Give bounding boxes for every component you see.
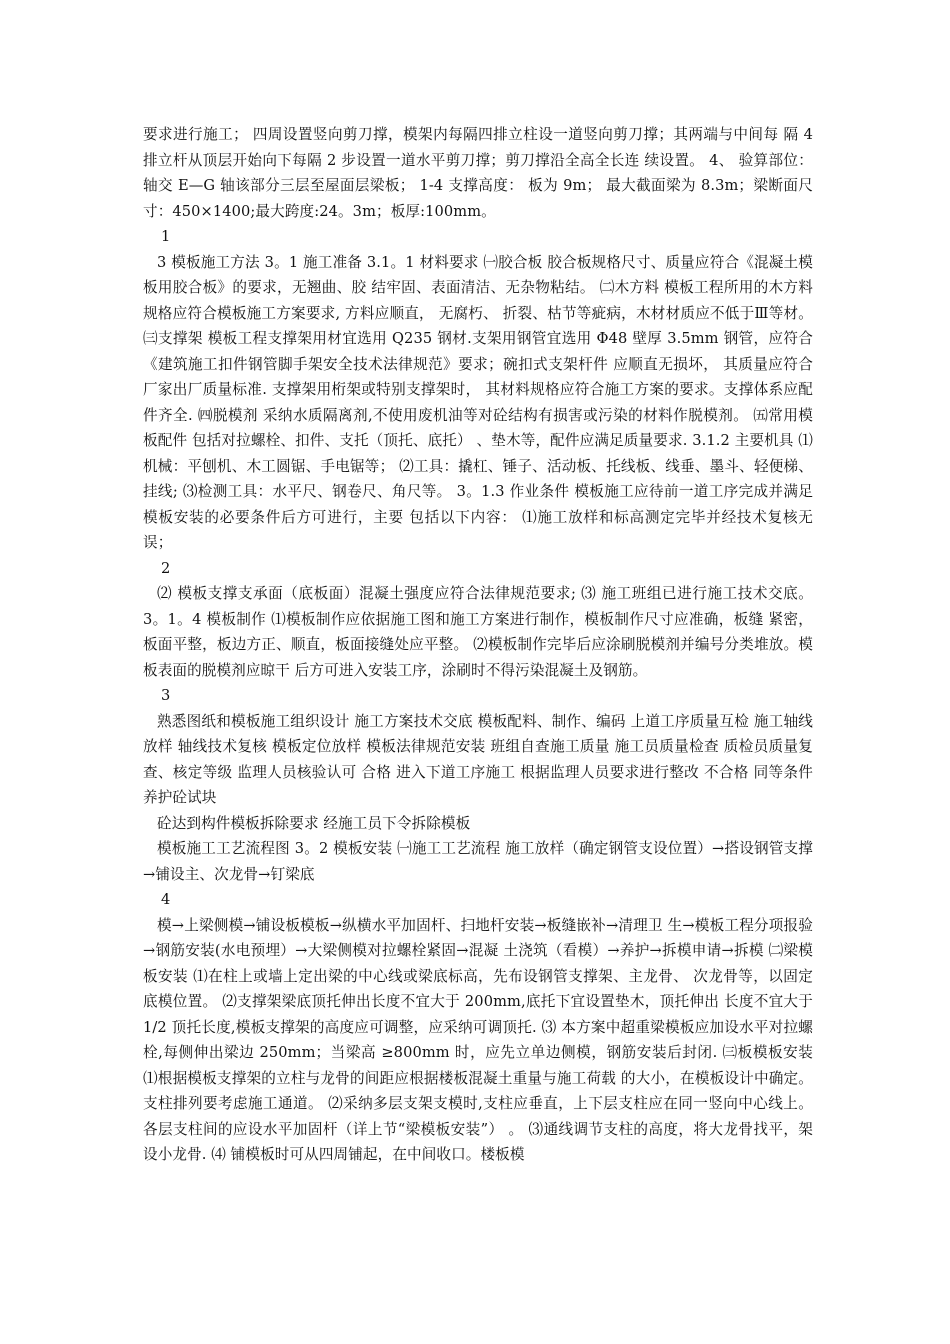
paragraph: 砼达到构件模板拆除要求 经施工员下令拆除模板 [157, 814, 471, 832]
page-number: 4 [161, 891, 171, 908]
paragraph: 模→上梁侧模→铺设板模板→纵横水平加固杆、扫地杆安装→板缝嵌补→清理卫 生→模板工程分项报验→钢筋安装(水电预埋）→大梁侧模对拉螺栓紧固→混凝 土浇筑（看模）→养护→拆模申请→拆模 ㈡梁模板安装 ⑴在柱上或墙上定出梁的中心线或梁底标高，先布设钢管支撑架、主龙骨、 次龙骨等，以固定底模位置。 ⑵支撑架梁底顶托伸出长度不宜大于 200mm,底托下宜设置垫木，顶托伸出 长度不宜大于 1/2 顶托长度,模板支撑架的高度应可调整，应采纳可调顶托. ⑶ 本方案中超重梁模板应加设水平对拉螺栓,每侧伸出梁边 250mm；当梁高 ≥800mm 时，应先立单边侧模，钢筋安装后封闭. ㈢板模板安装 ⑴根据模板支撑架的立柱与龙骨的间距应根据楼板混凝土重量与施工荷载 的大小，在模板设计中确定。支柱排列要考虑施工通道。 ⑵采纳多层支架支模时,支柱应垂直，上下层支柱应在同一竖向中心线上。 各层支柱间的应设水平加固杆（详上节“梁模板安装”） 。 ⑶通线调节支柱的高度，将大龙骨找平，架设小龙骨. ⑷ 铺模板时可从四周铺起，在中间收口。楼板模 [143, 916, 813, 1163]
document-body [143, 122, 813, 1168]
paragraph: 3 模板施工方法 3。1 施工准备 3.1。1 材料要求 ㈠胶合板 胶合板规格尺寸、质量应符合《混凝土模板用胶合板》的要求，无翘曲、胶 结牢固、表面清洁、无杂物粘结。 ㈡木方料 模板工程所用的木方料规格应符合模板施工方案要求, 方料应顺直， 无腐朽、 折裂、枯节等疵病，木材材质应不低于Ⅲ等材。 ㈢支撑架 模板工程支撑架用材宜选用 Q235 钢材.支架用钢管宜选用 Φ48 壁厚 3.5mm 钢管，应符合《建筑施工扣件钢管脚手架安全技术法律规范》要求；碗扣式支架杆件 应顺直无损坏， 其质量应符合厂家出厂质量标准. 支撑架用桁架或特别支撑架时， 其材料规格应符合施工方案的要求。支撑体系应配件齐全. ㈣脱模剂 采纳水质隔离剂,不使用废机油等对砼结构有损害或污染的材料作脱模剂。 ㈤常用模板配件 包括对拉螺栓、扣件、支托（顶托、底托） 、垫木等，配件应满足质量要求. 3.1.2 主要机具 ⑴机械：平刨机、木工圆锯、手电锯等； ⑵工具：撬杠、锤子、活动板、托线板、线垂、墨斗、轻便梯、挂线; ⑶检测工具：水平尺、钢卷尺、角尺等。 3。1.3 作业条件 模板施工应待前一道工序完成并满足模板安装的必要条件后方可进行，主要 包括以下内容： ⑴施工放样和标高测定完毕并经技术复核无误； [143, 253, 813, 551]
page-number: 2 [161, 559, 171, 577]
paragraph: ⑵ 模板支撑支承面（底板面）混凝土强度应符合法律规范要求; ⑶ 施工班组已进行施工技术交底。 3。1。4 模板制作 ⑴模板制作应依据施工图和施工方案进行制作，模板制作尺寸应准确，板缝 紧密，板面平整，板边方正、顺直，板面接缝处应平整。 ⑵模板制作完毕后应涂刷脱模剂并编号分类堆放。模板表面的脱模剂应晾干 后方可进入安装工序，涂刷时不得污染混凝土及钢筋。 [143, 585, 813, 679]
page-number: 1 [161, 228, 171, 245]
paragraph: 要求进行施工； 四周设置竖向剪刀撑，模架内每隔四排立柱设一道竖向剪刀撑；其两端与中间每 隔 4 排立杆从顶层开始向下每隔 2 步设置一道水平剪刀撑；剪刀撑沿全高全长连 续设置。 4、 验算部位： 轴交 E—G 轴该部分三层至屋面层梁板； 1-4 支撑高度： 板为 9m； 最大截面梁为 8.3m；梁断面尺寸：450×1400;最大跨度:24。3m；板厚:100mm。 [143, 126, 813, 220]
paragraph: 熟悉图纸和模板施工组织设计 施工方案技术交底 模板配料、制作、编码 上道工序质量互检 施工轴线放样 轴线技术复核 模板定位放样 模板法律规范安装 班组自查施工质量 施工员质量检查 质检员质量复查、核定等级 监理人员核验认可 合格 进入下道工序施工 根据监理人员要求进行整改 不合格 同等条件养护砼试块 [143, 712, 813, 806]
page-number: 3 [161, 687, 171, 704]
paragraph: 模板施工工艺流程图 3。2 模板安装 ㈠施工工艺流程 施工放样（确定钢管支设位置）→搭设钢管支撑→铺设主、次龙骨→钉梁底 [143, 840, 813, 883]
